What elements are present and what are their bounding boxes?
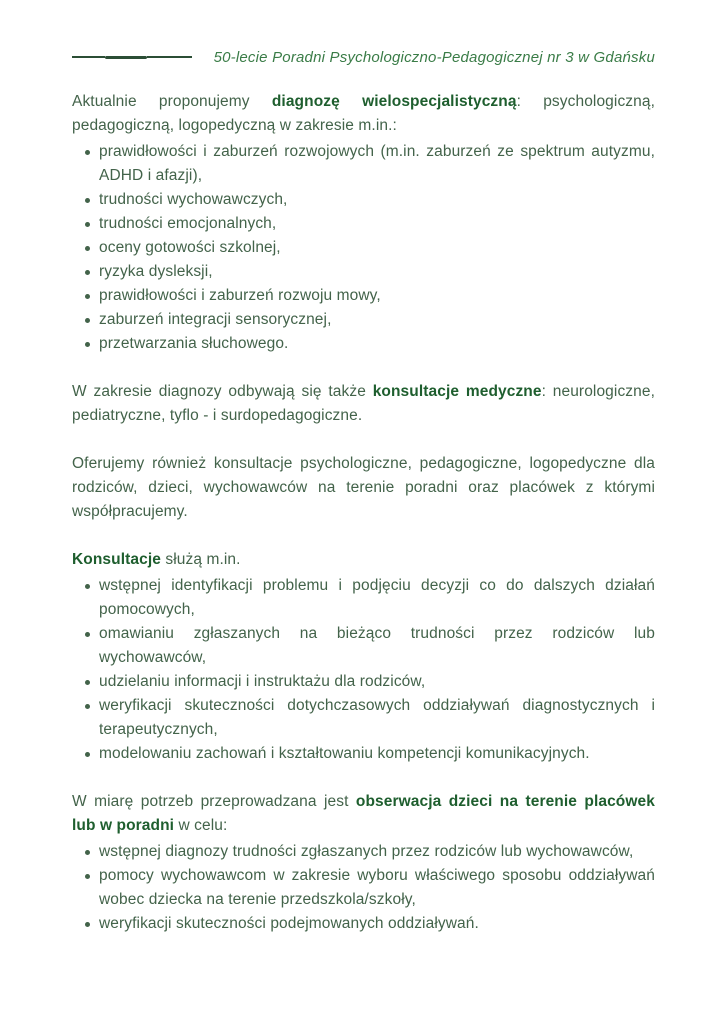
- list-item: [72, 332, 655, 356]
- list-item: [72, 236, 655, 260]
- list-item: [72, 574, 655, 622]
- text-segment: W miarę potrzeb przeprowadzana jest: [72, 793, 356, 810]
- text-segment: w celu:: [174, 817, 228, 834]
- list-item: [72, 622, 655, 670]
- text-segment: : neurologiczne, pediatryczne, tyflo - i surdopedagogiczne.: [72, 383, 655, 424]
- document-header: [72, 46, 655, 68]
- list-item-text: ryzyka dysleksji,: [99, 263, 213, 280]
- list-item: [72, 212, 655, 236]
- bullet-icon: [85, 752, 90, 757]
- diagnosis-list: [72, 140, 655, 356]
- bullet-icon: [85, 632, 90, 637]
- consultations-heading: [72, 548, 655, 572]
- list-item: [72, 912, 655, 936]
- consultations-list: [72, 574, 655, 766]
- header-title: 50-lecie Poradni Psychologiczno-Pedagogicznej nr 3 w Gdańsku: [213, 48, 655, 66]
- list-item-text: wstępnej identyfikacji problemu i podjęciu decyzji co do dalszych działań pomocowych,: [99, 577, 655, 618]
- list-item: [72, 670, 655, 694]
- list-item: [72, 864, 655, 912]
- list-item-text: pomocy wychowawcom w zakresie wyboru właściwego sposobu oddziaływań wobec dziecka na terenie przedszkola/szkoły,: [99, 867, 655, 908]
- intro-paragraph: [72, 90, 655, 138]
- bullet-icon: [85, 922, 90, 927]
- medical-paragraph: [72, 380, 655, 428]
- bullet-icon: [85, 222, 90, 227]
- bullet-icon: [85, 198, 90, 203]
- list-item-text: trudności wychowawczych,: [99, 191, 288, 208]
- text-segment: : psychologiczną, pedagogiczną, logopedyczną w zakresie m.in.:: [72, 93, 655, 134]
- text-segment-bold: Konsultacje: [72, 551, 161, 568]
- bullet-icon: [85, 874, 90, 879]
- rule-segment: [105, 56, 147, 59]
- bullet-icon: [85, 704, 90, 709]
- list-item: [72, 260, 655, 284]
- list-item-text: prawidłowości i zaburzeń rozwojowych (m.in. zaburzeń ze spektrum autyzmu, ADHD i afazji),: [99, 143, 655, 184]
- text-segment: Oferujemy również konsultacje psychologiczne, pedagogiczne, logopedyczne dla rodziców, dzieci, wychowawców na terenie poradni oraz placówek z którymi współpracujemy.: [72, 455, 655, 520]
- list-item: [72, 140, 655, 188]
- bullet-icon: [85, 342, 90, 347]
- bullet-icon: [85, 850, 90, 855]
- text-segment: Aktualnie proponujemy: [72, 93, 272, 110]
- bullet-icon: [85, 150, 90, 155]
- list-item-text: zaburzeń integracji sensorycznej,: [99, 311, 332, 328]
- rule-segment: [147, 56, 192, 58]
- text-segment-bold: diagnozę wielospecjalistyczną: [271, 93, 517, 110]
- list-item-text: prawidłowości i zaburzeń rozwoju mowy,: [99, 287, 381, 304]
- bullet-icon: [85, 584, 90, 589]
- list-item: [72, 284, 655, 308]
- bullet-icon: [85, 294, 90, 299]
- list-item-text: udzielaniu informacji i instruktażu dla rodziców,: [99, 673, 426, 690]
- observation-paragraph: [72, 790, 655, 838]
- bullet-icon: [85, 318, 90, 323]
- list-item-text: modelowaniu zachowań i kształtowaniu kompetencji komunikacyjnych.: [99, 745, 590, 762]
- list-item-text: oceny gotowości szkolnej,: [99, 239, 281, 256]
- list-item-text: przetwarzania słuchowego.: [99, 335, 289, 352]
- observation-list: [72, 840, 655, 936]
- rule-segment: [72, 56, 105, 58]
- text-segment-bold: obserwacja dzieci na terenie placówek lub w poradni: [72, 793, 655, 834]
- bullet-icon: [85, 680, 90, 685]
- list-item-text: weryfikacji skuteczności dotychczasowych oddziaływań diagnostycznych i terapeutycznych,: [99, 697, 655, 738]
- list-item-text: omawianiu zgłaszanych na bieżąco trudności przez rodziców lub wychowawców,: [99, 625, 655, 666]
- list-item: [72, 694, 655, 742]
- list-item-text: wstępnej diagnozy trudności zgłaszanych przez rodziców lub wychowawców,: [99, 843, 634, 860]
- list-item-text: trudności emocjonalnych,: [99, 215, 277, 232]
- header-rule: [72, 56, 192, 59]
- list-item-text: weryfikacji skuteczności podejmowanych oddziaływań.: [99, 915, 479, 932]
- text-segment: W zakresie diagnozy odbywają się także: [72, 383, 373, 400]
- list-item: [72, 188, 655, 212]
- text-segment: służą m.in.: [160, 551, 241, 568]
- list-item: [72, 308, 655, 332]
- offer-paragraph: [72, 452, 655, 524]
- bullet-icon: [85, 246, 90, 251]
- list-item: [72, 742, 655, 766]
- bullet-icon: [85, 270, 90, 275]
- text-segment-bold: konsultacje medyczne: [372, 383, 542, 400]
- list-item: [72, 840, 655, 864]
